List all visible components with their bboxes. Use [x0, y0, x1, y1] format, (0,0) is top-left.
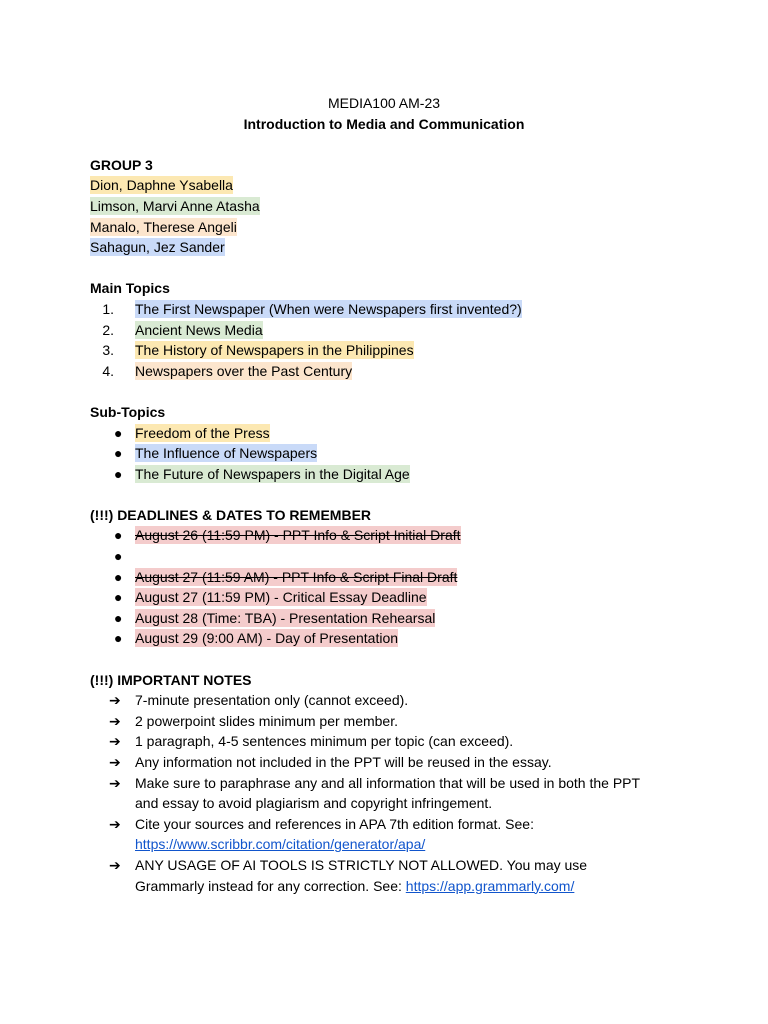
arrow-icon: ➔: [109, 815, 121, 832]
main-topics-title: Main Topics: [90, 280, 170, 297]
group-member: Manalo, Therese Angeli: [90, 218, 237, 235]
main-topic-item: [90, 361, 690, 382]
arrow-icon: ➔: [109, 733, 121, 750]
notes-title: (!!!) IMPORTANT NOTES: [90, 671, 252, 688]
bullet-icon: ●: [114, 609, 123, 626]
note-item: [90, 773, 690, 814]
main-topic-item: [90, 299, 690, 320]
ai-warning-text: ANY USAGE OF AI TOOLS IS STRICTLY NOT ALLOWED. You may use Grammarly instead for any correction. See:: [135, 856, 588, 894]
group-title: GROUP 3: [90, 156, 153, 173]
deadlines-title: (!!!) DEADLINES & DATES TO REMEMBER: [90, 506, 372, 523]
note-item: [90, 855, 690, 896]
bullet-icon: ●: [114, 589, 123, 606]
arrow-icon: ➔: [109, 712, 121, 729]
note-item: [90, 731, 690, 752]
main-topic-text: Ancient News Media: [135, 321, 263, 338]
list-number: 3.: [102, 342, 114, 359]
bullet-icon: ●: [114, 424, 123, 441]
arrow-icon: ➔: [109, 774, 121, 791]
course-code: MEDIA100 AM-23: [327, 95, 441, 111]
deadline-item: [90, 567, 690, 588]
bullet-icon: ●: [114, 568, 123, 585]
note-text: Make sure to paraphrase any and all information that will be used in both the PPT and essay to avoid plagiarism and copyright infringement.: [135, 774, 640, 812]
note-text: [135, 855, 655, 896]
note-text: 1 paragraph, 4-5 sentences minimum per topic (can exceed).: [135, 733, 514, 750]
list-number: 4.: [102, 362, 114, 379]
bullet-icon: ●: [114, 527, 123, 544]
bullet-icon: ●: [114, 465, 123, 482]
deadline-text: August 27 (11:59 PM) - Critical Essay Deadline: [135, 589, 427, 606]
sub-topic-text: The Future of Newspapers in the Digital Age: [135, 465, 410, 482]
arrow-icon: ➔: [109, 856, 121, 873]
group-member: Limson, Marvi Anne Atasha: [90, 197, 260, 214]
sub-topic-text: Freedom of the Press: [135, 424, 270, 441]
spacer: [90, 134, 690, 155]
grammarly-link[interactable]: https://app.grammarly.com/: [405, 877, 575, 894]
note-text: Any information not included in the PPT will be reused in the essay.: [135, 754, 552, 770]
spacer: [90, 649, 690, 670]
deadline-text: August 26 (11:59 PM) - PPT Info & Script Initial Draft: [135, 527, 461, 544]
main-topic-text: The History of Newspapers in the Philippines: [135, 342, 414, 359]
document-page: [90, 93, 690, 896]
main-topic-text: The First Newspaper (When were Newspapers first invented?): [135, 300, 522, 317]
note-text: 7-minute presentation only (cannot exceed).: [135, 692, 409, 709]
deadline-item: [90, 546, 690, 567]
bullet-icon: ●: [114, 548, 123, 565]
note-item: [90, 814, 690, 855]
sub-topic-item: [90, 423, 690, 444]
note-item: [90, 752, 690, 773]
sub-topic-item: [90, 443, 690, 464]
deadline-item: [90, 587, 690, 608]
main-topic-item: [90, 320, 690, 341]
group-member: Dion, Daphne Ysabella: [90, 177, 233, 194]
sub-topic-item: [90, 464, 690, 485]
note-text: 2 powerpoint slides minimum per member.: [135, 712, 398, 729]
main-topic-item: [90, 340, 690, 361]
list-number: 1.: [102, 300, 114, 317]
cite-text: Cite your sources and references in APA 7th edition format. See:: [135, 815, 534, 832]
arrow-icon: ➔: [109, 692, 121, 709]
deadline-item: [90, 628, 690, 649]
note-item: [90, 711, 690, 732]
list-number: 2.: [102, 321, 114, 338]
deadline-text: August 28 (Time: TBA) - Presentation Rehearsal: [135, 609, 436, 626]
spacer: [90, 484, 690, 505]
note-text: [135, 814, 655, 855]
main-topic-text: Newspapers over the Past Century: [135, 362, 353, 379]
spacer: [90, 258, 690, 279]
bullet-icon: ●: [114, 445, 123, 462]
sub-topics-title: Sub-Topics: [90, 403, 166, 420]
arrow-icon: ➔: [109, 754, 121, 770]
deadline-text: August 29 (9:00 AM) - Day of Presentation: [135, 630, 399, 647]
note-item: [90, 690, 690, 711]
course-title: Introduction to Media and Communication: [243, 115, 525, 132]
scribbr-link[interactable]: https://www.scribbr.com/citation/generator/apa/: [135, 836, 426, 853]
deadline-item: [90, 525, 690, 546]
deadline-item: [90, 608, 690, 629]
group-member: Sahagun, Jez Sander: [90, 239, 225, 256]
deadline-text: August 27 (11:59 AM) - PPT Info & Script Final Draft: [135, 568, 458, 585]
sub-topic-text: The Influence of Newspapers: [135, 445, 318, 462]
spacer: [90, 381, 690, 402]
bullet-icon: ●: [114, 630, 123, 647]
